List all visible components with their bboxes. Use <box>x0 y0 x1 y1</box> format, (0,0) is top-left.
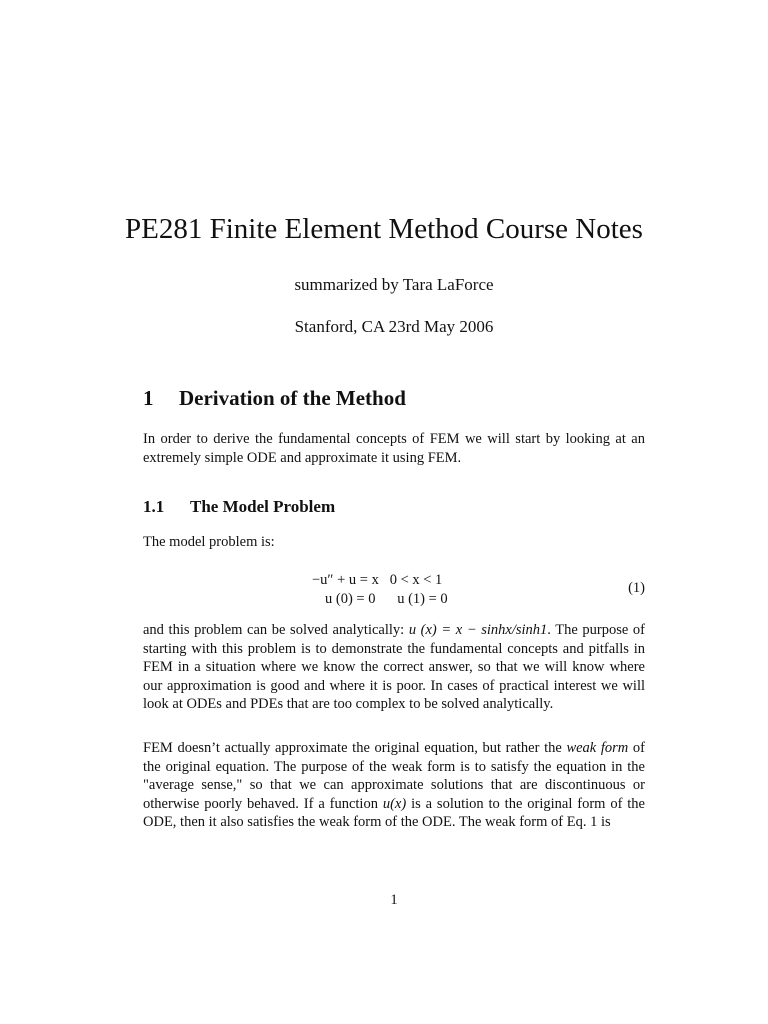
function-symbol: u(x) <box>382 795 407 812</box>
paragraph-model-problem: The model problem is: <box>143 534 275 550</box>
section-number: 1 <box>143 386 154 410</box>
equation-line-1: −u″ + u = x 0 < x < 1 <box>312 572 443 588</box>
analytic-solution-formula: u (x) = x − sinhx/sinh1 <box>408 622 548 638</box>
document-title: PE281 Finite Element Method Course Notes <box>125 213 643 245</box>
weak-form-emphasis: weak form <box>566 740 629 756</box>
paragraph-4-text-a: FEM doesn’t actually approximate the original equation, but rather the <box>143 740 567 756</box>
equation-number: (1) <box>628 580 645 596</box>
location-date: Stanford, CA 23rd May 2006 <box>294 317 494 336</box>
paragraph-weak-form <box>143 739 645 832</box>
equation-block <box>143 570 645 610</box>
subsection-title: The Model Problem <box>190 497 336 516</box>
page-number: 1 <box>390 892 398 908</box>
subsection-heading <box>143 496 335 518</box>
paragraph-3-text-b: . The purpose of starting with this problem is to demonstrate the fundamental concepts and pitfalls in FEM in a situation where we know the correct answer, so that we will know where our approximation is good and where it is poor. In cases of practical interest we will look at ODEs and PDEs that are too complex to be solved analytically. <box>143 622 645 713</box>
author-line: summarized by Tara LaForce <box>294 275 494 294</box>
section-heading <box>143 384 406 412</box>
paragraph-3-text-a: and this problem can be solved analytically: <box>143 622 409 638</box>
subsection-number: 1.1 <box>143 497 165 516</box>
paragraph-intro: In order to derive the fundamental concepts of FEM we will start by looking at an extremely simple ODE and approximate it using FEM. <box>143 431 645 466</box>
paragraph-analytic-solution <box>143 621 645 714</box>
equation-line-2: u (0) = 0 u (1) = 0 <box>325 590 448 607</box>
section-title: Derivation of the Method <box>179 386 406 410</box>
paragraph-4-text-c: is a solution to the original form of the ODE, then it also satisfies the weak form of the ODE. The weak form of Eq. 1 is <box>143 795 645 831</box>
paragraph-4-text-b: of the original equation. The purpose of the weak form is to satisfy the equation in the "average sense," so that we can approximate solutions that are discontinuous or otherwise poorly behaved. If a function <box>143 740 645 812</box>
equation-lines <box>312 571 448 608</box>
